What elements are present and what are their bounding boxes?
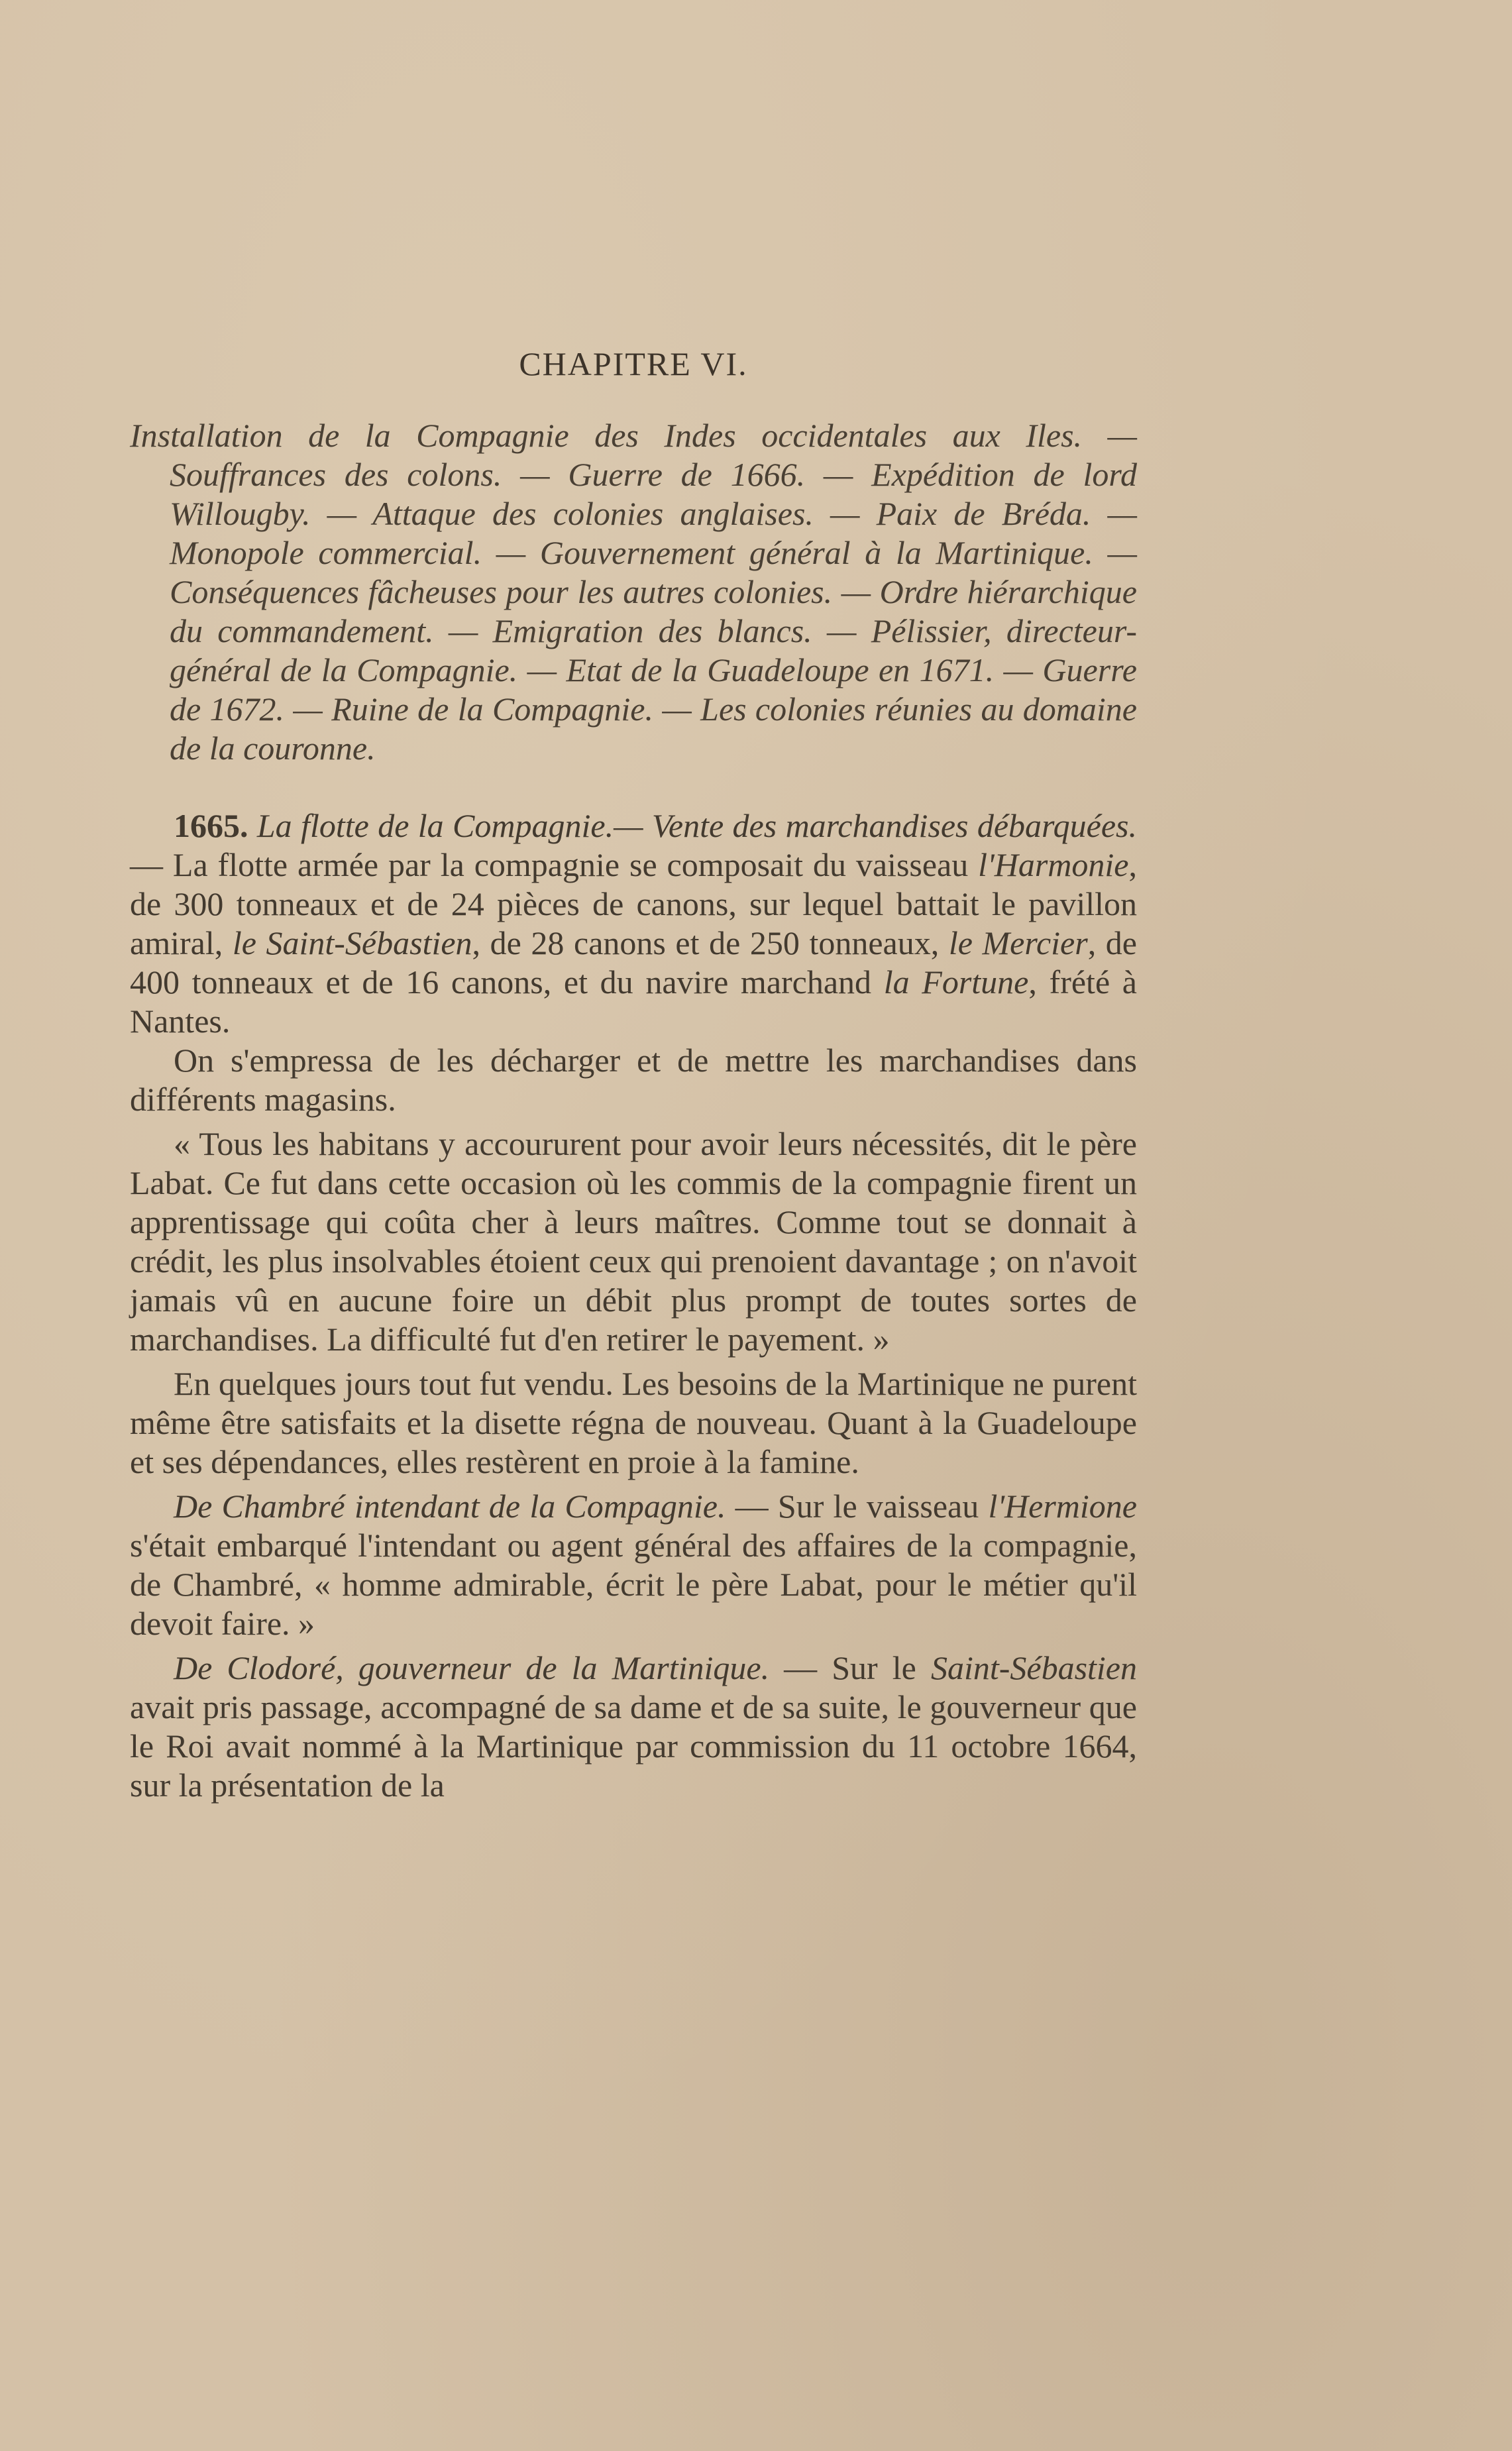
ship-name-mercier: le Mercier (948, 924, 1088, 961)
paragraph-1-text-b: , de 300 tonneaux et de 24 pièces de canons, sur lequel battait le pavillon amiral, (130, 846, 1137, 961)
paragraph-1-text-a: — La flotte armée par la compagnie se composait du vaisseau (130, 846, 979, 883)
paragraph-3-quote: « Tous les habitans y accoururent pour avoir leurs nécessités, dit le père Labat. Ce fut dans cette occasion où les commis de la compagnie firent un apprentissage qui coûta cher à leurs maîtres. Comme tout se donnait à crédit, les plus insolvables étoient ceux qui prenoient davantage ; on n'avoit jamais vû en aucune foire un débit plus prompt de toutes sortes de marchandises. La difficulté fut d'en retirer le payement. » (130, 1125, 1137, 1358)
ship-name-harmonie: l'Harmonie (978, 846, 1129, 883)
ship-name-fortune: la Fortune (883, 963, 1029, 1001)
paragraph-6-text-b: avait pris passage, accompagné de sa dame et de sa suite, le gouverneur que le Roi avait nommé à la Martinique par commission du 11 octobre 1664, sur la présentation de la (130, 1688, 1137, 1804)
year-heading: 1665. (174, 807, 248, 844)
paragraph-5-text-a: — Sur le vaisseau (726, 1488, 989, 1525)
paragraph-1-text-d: , de 400 tonneaux et de 16 canons, et du navire marchand (130, 924, 1137, 1001)
paragraph-5 (130, 1487, 1137, 1643)
paragraph-5-text-b: s'était embarqué l'intendant ou agent général des affaires de la compagnie, de Chambré, « homme admirable, écrit le père Labat, pour le métier qu'il devoit faire. » (130, 1527, 1137, 1642)
ship-name-saint-sebastien-2: Saint-Sébastien (930, 1649, 1137, 1686)
paragraph-1 (130, 806, 1137, 1041)
paragraph-6-text-a: — Sur le (769, 1649, 931, 1686)
paragraph-5-lead: De Chambré intendant de la Compagnie. (174, 1488, 726, 1525)
chapter-title: CHAPITRE VI. (519, 345, 748, 382)
ship-name-hermione: l'Hermione (988, 1488, 1137, 1525)
chapter-summary: Installation de la Compagnie des Indes occidentales aux Iles. — Souffrances des colons. — Guerre de 1666. — Expédition de lord Willougby. — Attaque des colonies anglaises. — Paix de Bréda. — Monopole commercial. — Gouvernement général à la Martinique. — Conséquences fâcheuses pour les autres colonies. — Ordre hiérarchique du commandement. — Emigration des blancs. — Pélissier, directeur-général de la Compagnie. — Etat de la Guadeloupe en 1671. — Guerre de 1672. — Ruine de la Compagnie. — Les colonies réunies au domaine de la couronne. (130, 417, 1137, 767)
paragraph-1-lead: La flotte de la Compagnie.— Vente des marchandises débarquées. (248, 807, 1137, 844)
paragraph-2: On s'empressa de les décharger et de mettre les marchandises dans différents magasins. (130, 1042, 1137, 1118)
paragraph-1-text-c: , de 28 canons et de 250 tonneaux, (472, 924, 949, 961)
paragraph-6-lead: De Clodoré, gouverneur de la Martinique. (174, 1649, 770, 1686)
paragraph-6 (130, 1649, 1137, 1805)
paragraph-1-text-e: , frété à Nantes. (130, 963, 1137, 1040)
paragraph-4: En quelques jours tout fut vendu. Les besoins de la Martinique ne purent même être satisfaits et la disette régna de nouveau. Quant à la Guadeloupe et ses dépendances, elles restèrent en proie à la famine. (130, 1365, 1137, 1480)
text-column (130, 345, 1137, 1805)
ship-name-saint-sebastien: le Saint-Sébastien (232, 924, 472, 961)
